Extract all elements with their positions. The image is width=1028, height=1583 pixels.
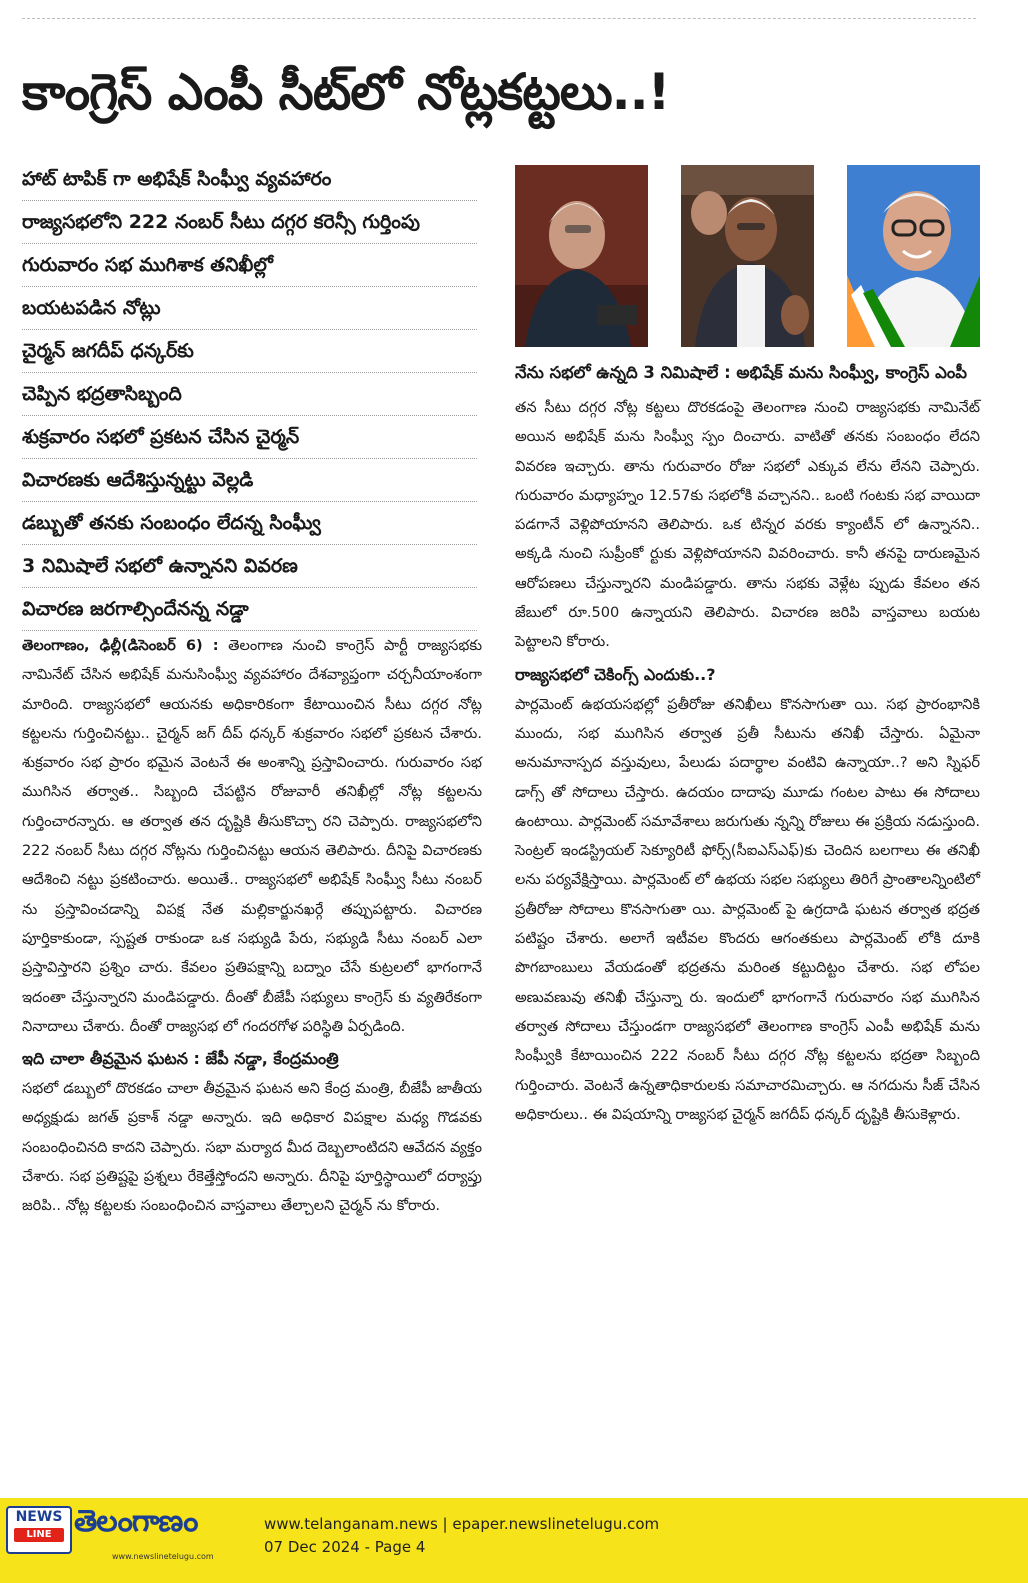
top-divider <box>22 18 976 19</box>
brand-name: తెలంగాణం <box>74 1504 198 1539</box>
page-info: 07 Dec 2024 - Page 4 <box>264 1538 426 1556</box>
newsline-logo <box>6 1506 72 1554</box>
highlight-item: బయటపడిన నోట్లు <box>22 287 477 330</box>
headline: కాంగ్రెస్ ఎంపీ సీట్‌లో నోట్లకట్టలు..! <box>22 63 670 121</box>
checking-body: పార్లమెంట్ ఉభయసభల్లో ప్రతీరోజు తనిఖీలు కొనసాగుతా యి. సభ ప్రారంభానికి ముందు, సభ ముగిసిన తర్వాత ప్రతీ సీటును తనిఖీ చేస్తారు. ఏమైనా అనుమానాస్పద వస్తువులు, పేలుడు పదార్థాల వంటివి ఉన్నాయా..? అని స్నిఫర్ డాగ్స్ తో సోదాలు చేస్తారు. ఉదయం దాదాపు మూడు గంటల పాటు ఈ సోదాలు ఉంటాయి. పార్లమెంట్ సమావేశాలు జరుగుతు న్నన్ని రోజులు ఈ ప్రక్రియ నడుస్తుంది. సెంట్రల్ ఇండస్ట్రియల్ సెక్యూరిటీ ఫోర్స్(సీఐఎస్ఎఫ్)కు చెందిన బలగాలు ఈ తనిఖీ లను పర్యవేక్షిస్తాయి. పార్లమెంట్ లో ఉభయ సభల సభ్యులు తిరిగే ప్రాంతాలన్నింటిలో ప్రతీరోజు సోదాలు కొనసాగుతా యి. పార్లమెంట్ పై ఉగ్రదాడి ఘటన తర్వాత భద్రత పటిష్టం చేశారు. అలాగే ఇటీవల కొందరు ఆగంతకులు పార్లమెంట్ లోకి దూకి పొగబాంబులు వేయడంతో భద్రతను మరింత కట్టుదిట్టం చేశారు. సభ లోపల అణువణువు తనిఖీ చేస్తున్నా రు. ఇందులో భాగంగానే గురువారం సభ ముగిసిన తర్వాత సోదాలు చేస్తుండగా రాజ్యసభలో తెలంగాణ కాంగ్రెస్ ఎంపీ అభిషేక్ మను సింఘ్వీకి కేటాయించిన 222 నంబర్ సీటు దగ్గర నోట్ల కట్టలను భద్రతా సిబ్బంది గుర్తించారు. వెంటనే ఉన్నతాధికారులకు సమాచారమిచ్చారు. ఆ నగదును సీజ్ చేసిన అధికారులు.. ఈ విషయాన్ని రాజ్యసభ చైర్మన్ జగదీప్ ధన్కర్ దృష్టికి తీసుకెళ్లారు. <box>515 695 980 1123</box>
checking-subhead: రాజ్యసభలో చెకింగ్స్ ఎందుకు..? <box>515 664 716 684</box>
dateline: తెలంగాణం, ఢిల్లీ(డిసెంబర్ 6) : <box>22 637 219 654</box>
logo-news-text: NEWS <box>15 1509 63 1525</box>
chairman-photo <box>515 165 648 347</box>
nadda-subhead: ఇది చాలా తీవ్రమైన ఘటన : జేపీ నడ్డా, కేంద్రమంత్రి <box>22 1049 339 1069</box>
kharge-photo <box>681 165 814 347</box>
brand-url: www.newslinetelugu.com <box>112 1552 214 1561</box>
highlight-item: 3 నిమిషాలే సభలో ఉన్నానని వివరణ <box>22 545 477 588</box>
left-column <box>22 158 482 1221</box>
article-text: తెలంగాణ నుంచి కాంగ్రెస్ పార్టీ రాజ్యసభకు నామినేట్ చేసిన అభిషేక్ మనుసింఘ్వీ వ్యవహారం దేశవ్యాప్తంగా చర్చనీయాంశంగా మారింది. రాజ్యసభలో ఆయనకు అధికారికంగా కేటాయించిన సీటు దగ్గర నోట్ల కట్టలను గుర్తించినట్టు.. చైర్మన్ జగ్ దీప్ ధన్కర్ శుక్రవారం సభలో ప్రకటన చేశారు. శుక్రవారం సభ ప్రారం భమైన వెంటనే ఈ అంశాన్ని ప్రస్తావించారు. గురువారం సభ ముగిసిన తర్వాత.. సిబ్బంది చేపట్టిన రోజువారీ తనిఖీల్లో నోట్ల కట్టలను గుర్తించారన్నారు. ఆ తర్వాత తన దృష్టికి తీసుకొచ్చా రని చెప్పారు. రాజ్యసభలోని 222 నంబర్ సీటు దగ్గర నోట్లను గుర్తించినట్టు ఆయన తెలిపారు. దీనిపై విచారణకు ఆదేశించి నట్టు ప్రకటించారు. అయితే.. రాజ్యసభలో అభిషేక్ సింఘ్వీ సీటు నంబర్ ను ప్రస్తావించడాన్ని విపక్ష నేత మల్లికార్జునఖర్గే తప్పుపట్టారు. విచారణ పూర్తికాకుండా, స్పష్టత రాకుండా ఒక సభ్యుడి పేరు, సభ్యుడి సీటు నంబర్ ఎలా ప్రస్తావిస్తారని ప్రశ్నిం చారు. కేవలం ప్రతిపక్షాన్ని బద్నాం చేసే కుట్రలలో భాగంగానే ఇదంతా చేస్తున్నారని మండిపడ్డారు. దీంతో బీజేపీ సభ్యులు కాంగ్రెస్ కు వ్యతిరేకంగా నినాదాలు చేశారు. దీంతో రాజ్యసభ లో గందరగోళ పరిస్థితి ఏర్పడింది. <box>22 637 482 1035</box>
highlight-item: చైర్మన్ జగదీప్ ధన్కర్‌కు <box>22 330 477 373</box>
highlight-item: విచారణ జరగాల్సిందేనన్న నడ్డా <box>22 588 477 631</box>
singhvi-body: తన సీటు దగ్గర నోట్ల కట్టలు దొరకడంపై తెలంగాణ నుంచి రాజ్యసభకు నామినేట్ అయిన అభిషేక్ మను సింఘ్వీ స్పం దించారు. వాటితో తనకు సంబంధం లేదని వివరణ ఇచ్చారు. తాను గురువారం రోజు సభలో ఎక్కువ లేను లేనని చెప్పారు. గురువారం మధ్యాహ్నం 12.57కు సభలోకి వచ్చానని.. ఒంటి గంటకు సభ వాయిదా పడగానే వెళ్లిపోయానని తెలిపారు. ఒక టిన్నర వరకు క్యాంటీన్ లో ఉన్నానని.. అక్కడి నుంచి సుప్రీంకో ర్టుకు వెళ్లిపోయానని వివరించారు. కానీ తనపై దారుణమైన ఆరోపణలు చేస్తున్నారని మండిపడ్డారు. తాను సభకు వెళ్లేట ప్పుడు కేవలం తన జేబులో రూ.500 ఉన్నాయని తెలిపారు. విచారణ జరిపి వాస్తవాలు బయట పెట్టాలని కోరారు. <box>515 399 980 651</box>
right-column <box>515 165 980 1129</box>
singhvi-photo <box>847 165 980 347</box>
footer-bar <box>0 1498 1028 1583</box>
logo-line-text: LINE <box>14 1528 64 1542</box>
highlight-item: రాజ్యసభలోని 222 నంబర్ సీటు దగ్గర కరెన్సీ గుర్తింపు <box>22 201 477 244</box>
highlight-item: డబ్బుతో తనకు సంబంధం లేదన్న సింఘ్వీ <box>22 502 477 545</box>
highlight-item: విచారణకు ఆదేశిస్తున్నట్టు వెల్లడి <box>22 459 477 502</box>
footer-links[interactable]: www.telanganam.news | epaper.newslinetelugu.com <box>264 1515 660 1533</box>
photo-strip <box>515 165 980 347</box>
nadda-body: సభలో డబ్బులో దొరకడం చాలా తీవ్రమైన ఘటన అని కేంద్ర మంత్రి, బీజేపీ జాతీయ అధ్యక్షుడు జగత్ ప్రకాశ్ నడ్డా అన్నారు. ఇది అధికార విపక్షాల మధ్య గొడవకు సంబంధించినది కాదని చెప్పారు. సభా మర్యాద మీద దెబ్బలాంటిదని ఆవేదన వ్యక్తం చేశారు. సభ ప్రతిష్టపై ప్రశ్నలు రేకెత్తేస్తోందని అన్నారు. దీనిపై పూర్తిస్థాయిలో దర్యాప్తు జరిపి.. నోట్ల కట్టలకు సంబంధించిన వాస్తవాలు తేల్చాలని చైర్మన్ ను కోరారు. <box>22 1080 482 1215</box>
highlight-item: హాట్ టాపిక్ గా అభిషేక్ సింఘ్వీ వ్యవహారం <box>22 158 477 201</box>
article-body <box>22 631 482 1041</box>
highlight-item: గురువారం సభ ముగిశాక తనిఖీల్లో <box>22 244 477 287</box>
photo-caption: నేను సభలో ఉన్నది 3 నిమిషాలే : అభిషేక్ మను సింఘ్వీ, కాంగ్రెస్ ఎంపీ <box>515 363 968 382</box>
highlight-item: శుక్రవారం సభలో ప్రకటన చేసిన చైర్మన్ <box>22 416 477 459</box>
highlight-item: చెప్పిన భద్రతాసిబ్బంది <box>22 373 477 416</box>
highlight-list <box>22 158 482 631</box>
